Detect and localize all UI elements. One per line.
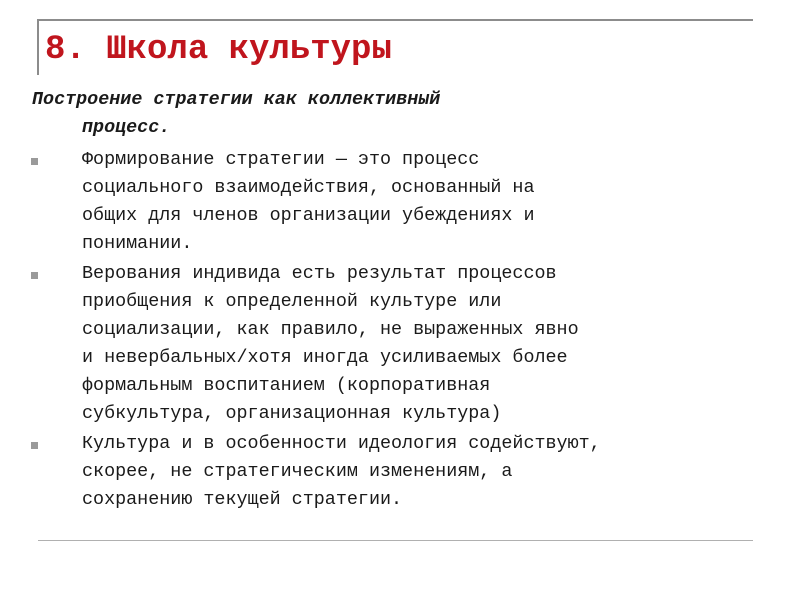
slide-title: 8. Школа культуры	[45, 31, 392, 69]
square-bullet-icon	[31, 158, 38, 165]
bottom-rule	[38, 540, 753, 541]
bullet-text-line: Культура и в особенности идеология содействуют,	[82, 433, 601, 454]
bullet-text-line: социализации, как правило, не выраженных явно	[82, 319, 579, 340]
bullet-list	[0, 146, 800, 516]
top-vertical-rule	[37, 19, 39, 75]
bullet-item	[0, 146, 800, 258]
slide-subheading	[32, 86, 752, 142]
top-horizontal-rule	[38, 19, 753, 21]
bullet-text-line: общих для членов организации убеждениях и	[82, 205, 535, 226]
bullet-text-line: Формирование стратегии — это процесс	[82, 149, 480, 170]
bullet-text-line: Верования индивида есть результат процессов	[82, 263, 557, 284]
square-bullet-icon	[31, 442, 38, 449]
bullet-text-line: понимании.	[82, 233, 193, 254]
bullet-text-line: социального взаимодействия, основанный на	[82, 177, 535, 198]
subheading-line-2: процесс.	[82, 117, 171, 138]
bullet-text-line: и невербальных/хотя иногда усиливаемых более	[82, 347, 568, 368]
subheading-line-1: Построение стратегии как коллективный	[32, 89, 441, 110]
bullet-text-line: сохранению текущей стратегии.	[82, 489, 403, 510]
square-bullet-icon	[31, 272, 38, 279]
bullet-item	[0, 260, 800, 428]
bullet-text-line: скорее, не стратегическим изменениям, а	[82, 461, 513, 482]
bullet-text-line: субкультура, организационная культура)	[82, 403, 502, 424]
bullet-text-line: формальным воспитанием (корпоративная	[82, 375, 491, 396]
bullet-item	[0, 430, 800, 514]
bullet-text-line: приобщения к определенной культуре или	[82, 291, 502, 312]
